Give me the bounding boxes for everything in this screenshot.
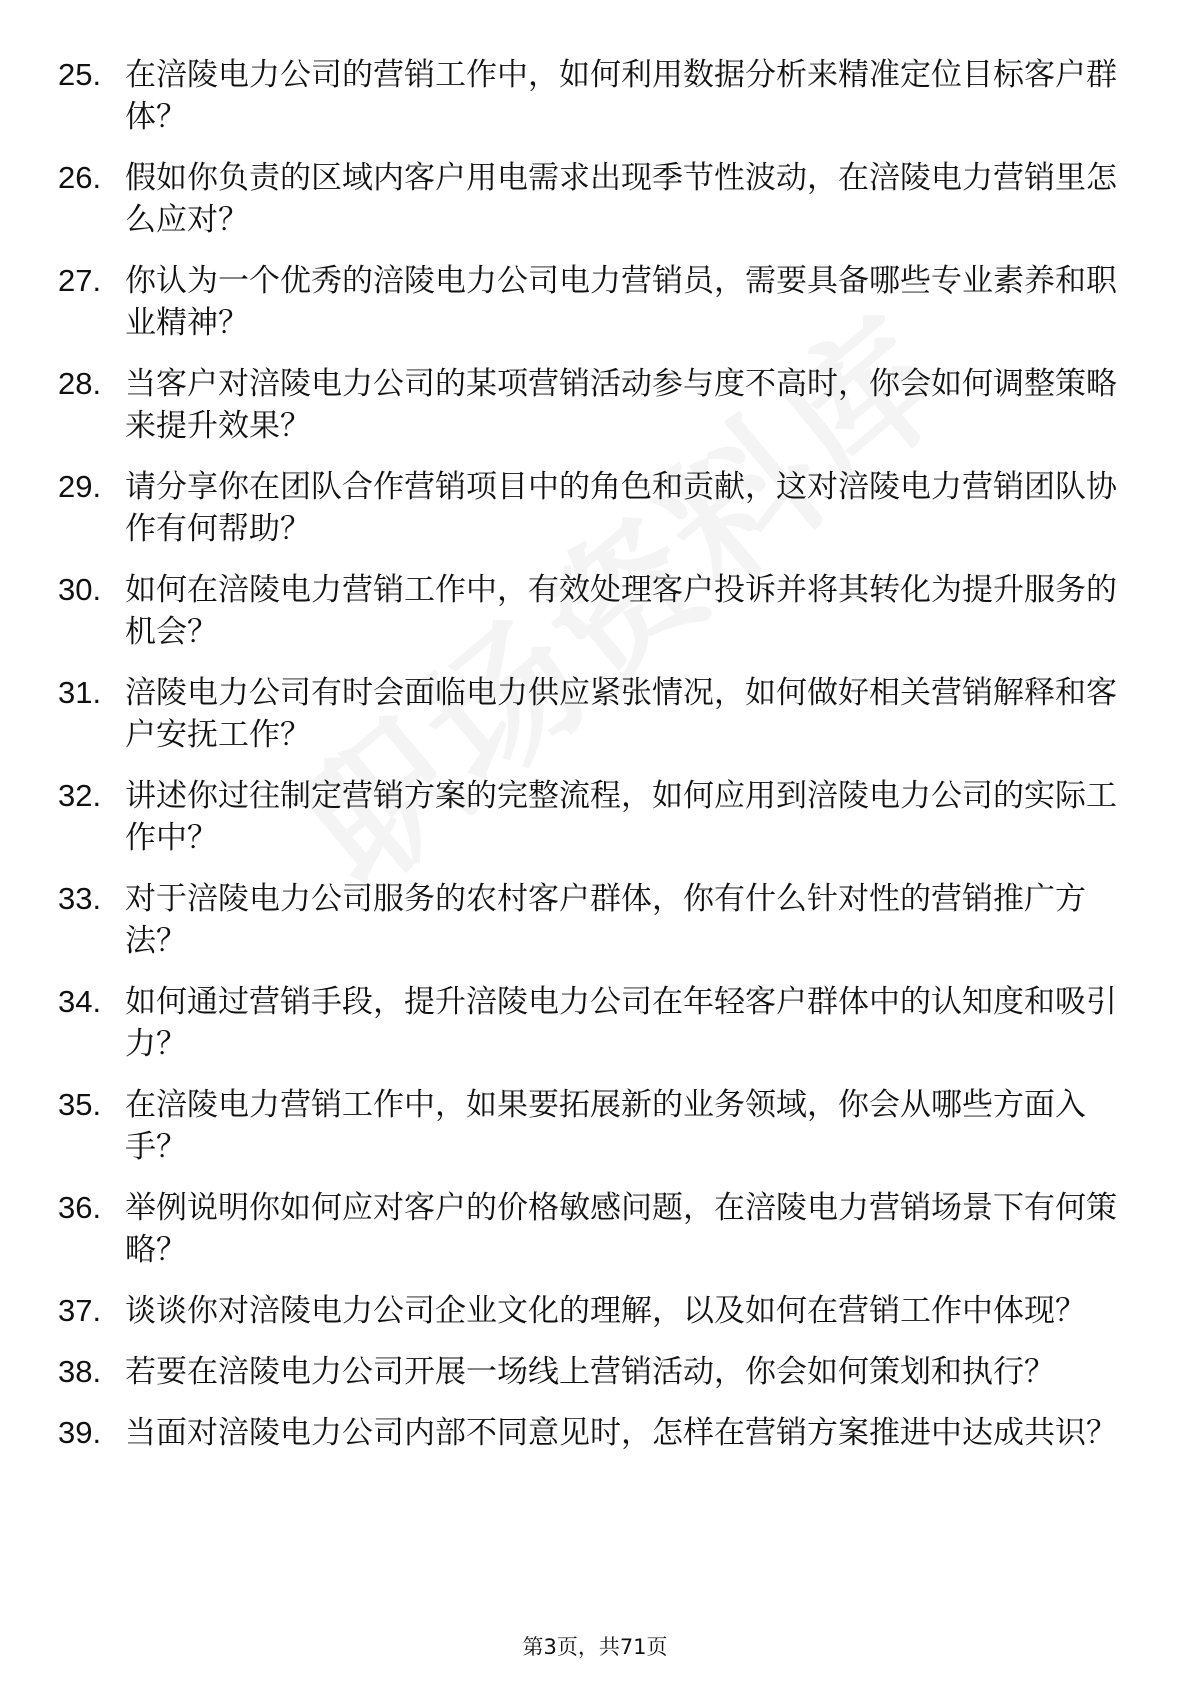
question-text: 在涪陵电力公司的营销工作中，如何利用数据分析来精准定位目标客户群体？ [125,57,1117,135]
list-item [58,775,1118,859]
question-number: 25. [58,57,102,92]
list-item [58,1412,1118,1454]
list-item [58,260,1118,344]
list-item [58,54,1118,138]
list-item [58,672,1118,756]
list-item [58,1187,1118,1271]
list-item [58,1351,1118,1393]
question-text: 若要在涪陵电力公司开展一场线上营销活动，你会如何策划和执行？ [125,1354,1055,1390]
question-number: 33. [58,881,102,916]
question-text: 在涪陵电力营销工作中，如果要拓展新的业务领域，你会从哪些方面入手？ [125,1087,1086,1165]
page-number-footer: 第3页，共71页 [522,1635,668,1659]
question-number: 32. [58,778,102,813]
question-number: 36. [58,1190,102,1225]
question-text: 举例说明你如何应对客户的价格敏感问题，在涪陵电力营销场景下有何策略？ [125,1190,1117,1268]
question-text: 当客户对涪陵电力公司的某项营销活动参与度不高时，你会如何调整策略来提升效果？ [125,366,1117,444]
question-number: 29. [58,469,102,504]
question-text: 对于涪陵电力公司服务的农村客户群体，你有什么针对性的营销推广方法？ [125,881,1086,959]
question-list [58,54,1118,1473]
question-text: 讲述你过往制定营销方案的完整流程，如何应用到涪陵电力公司的实际工作中？ [125,778,1117,856]
question-number: 31. [58,675,102,710]
question-number: 26. [58,160,102,195]
question-number: 30. [58,572,102,607]
question-number: 35. [58,1087,102,1122]
question-text: 你认为一个优秀的涪陵电力公司电力营销员，需要具备哪些专业素养和职业精神？ [125,263,1117,341]
list-item [58,981,1118,1065]
question-number: 34. [58,984,102,1019]
question-number: 28. [58,366,102,401]
question-number: 39. [58,1415,102,1450]
list-item [58,1290,1118,1332]
question-text: 如何在涪陵电力营销工作中，有效处理客户投诉并将其转化为提升服务的机会？ [125,572,1117,650]
list-item [58,466,1118,550]
question-number: 38. [58,1354,102,1389]
question-number: 37. [58,1293,102,1328]
question-text: 请分享你在团队合作营销项目中的角色和贡献，这对涪陵电力营销团队协作有何帮助？ [125,469,1117,547]
question-text: 假如你负责的区域内客户用电需求出现季节性波动，在涪陵电力营销里怎么应对？ [125,160,1117,238]
question-text: 涪陵电力公司有时会面临电力供应紧张情况，如何做好相关营销解释和客户安抚工作？ [125,675,1117,753]
question-number: 27. [58,263,102,298]
question-text: 当面对涪陵电力公司内部不同意见时，怎样在营销方案推进中达成共识？ [125,1415,1117,1451]
list-item [58,878,1118,962]
list-item [58,569,1118,653]
list-item [58,1084,1118,1168]
list-item [58,363,1118,447]
question-text: 如何通过营销手段，提升涪陵电力公司在年轻客户群体中的认知度和吸引力？ [125,984,1117,1062]
list-item [58,157,1118,241]
question-text: 谈谈你对涪陵电力公司企业文化的理解，以及如何在营销工作中体现？ [125,1293,1086,1329]
